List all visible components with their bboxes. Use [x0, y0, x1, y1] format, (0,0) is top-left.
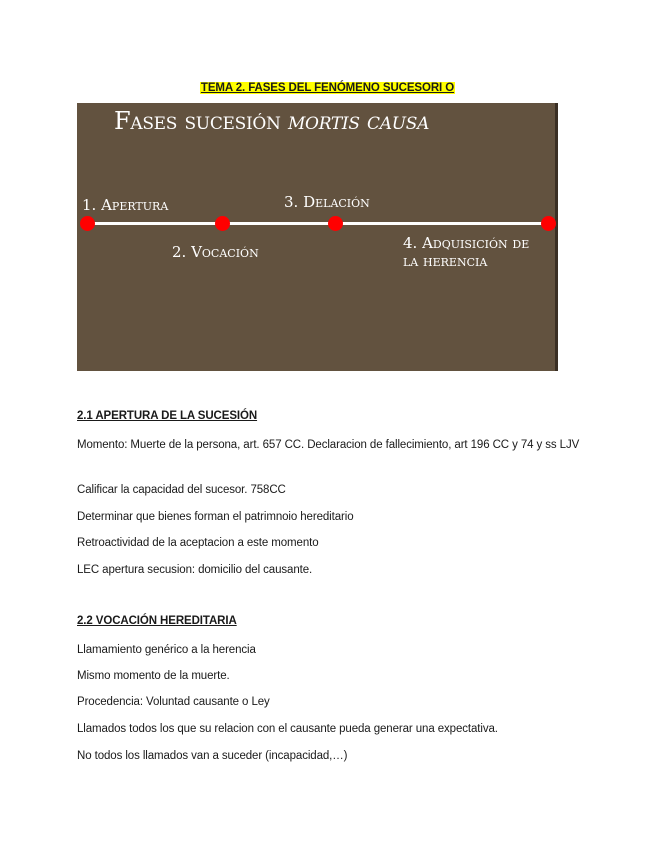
slide-title-plain: Fases sucesión — [114, 107, 288, 135]
phase-apertura-label: 1. Apertura — [82, 196, 169, 214]
phase-adquisicion-line2: la herencia — [403, 252, 488, 270]
phase-adquisicion-line1: 4. Adquisición de — [403, 234, 530, 252]
paragraph: Retroactividad de la aceptacion a este momento — [77, 537, 319, 549]
slide-title — [114, 107, 429, 135]
paragraph: No todos los llamados van a suceder (incapacidad,…) — [77, 750, 348, 762]
phase-adquisicion-label — [403, 234, 529, 270]
paragraph: Determinar que bienes forman el patrimnoio hereditario — [77, 511, 354, 523]
section-heading-vocacion: 2.2 VOCACIÓN HEREDITARIA — [77, 615, 237, 627]
timeline-line — [86, 222, 549, 225]
section-heading-apertura: 2.1 APERTURA DE LA SUCESIÓN — [77, 410, 258, 422]
slide-title-italic: mortis causa — [287, 107, 430, 135]
phase-delacion-label: 3. Delación — [284, 193, 370, 211]
page-title-container — [0, 78, 655, 96]
phase-vocacion-label: 2. Vocación — [172, 243, 259, 261]
paragraph: Momento: Muerte de la persona, art. 657 CC. Declaracion de fallecimiento, art 196 CC y 74 y ss LJV — [77, 439, 580, 451]
paragraph: Mismo momento de la muerte. — [77, 670, 230, 682]
timeline-slide — [77, 103, 558, 371]
paragraph: Calificar la capacidad del sucesor. 758CC — [77, 484, 286, 496]
paragraph: Procedencia: Voluntad causante o Ley — [77, 696, 270, 708]
paragraph: Llamamiento genérico a la herencia — [77, 644, 256, 656]
timeline-dot-vocacion — [215, 216, 230, 231]
timeline-dot-delacion — [328, 216, 343, 231]
paragraph: LEC apertura secusion: domicilio del causante. — [77, 564, 313, 576]
timeline-dot-apertura — [80, 216, 95, 231]
timeline-dot-adquisicion — [541, 216, 556, 231]
paragraph: Llamados todos los que su relacion con el causante pueda generar una expectativa. — [77, 723, 498, 735]
page-title: TEMA 2. FASES DEL FENÓMENO SUCESORI O — [200, 82, 455, 94]
